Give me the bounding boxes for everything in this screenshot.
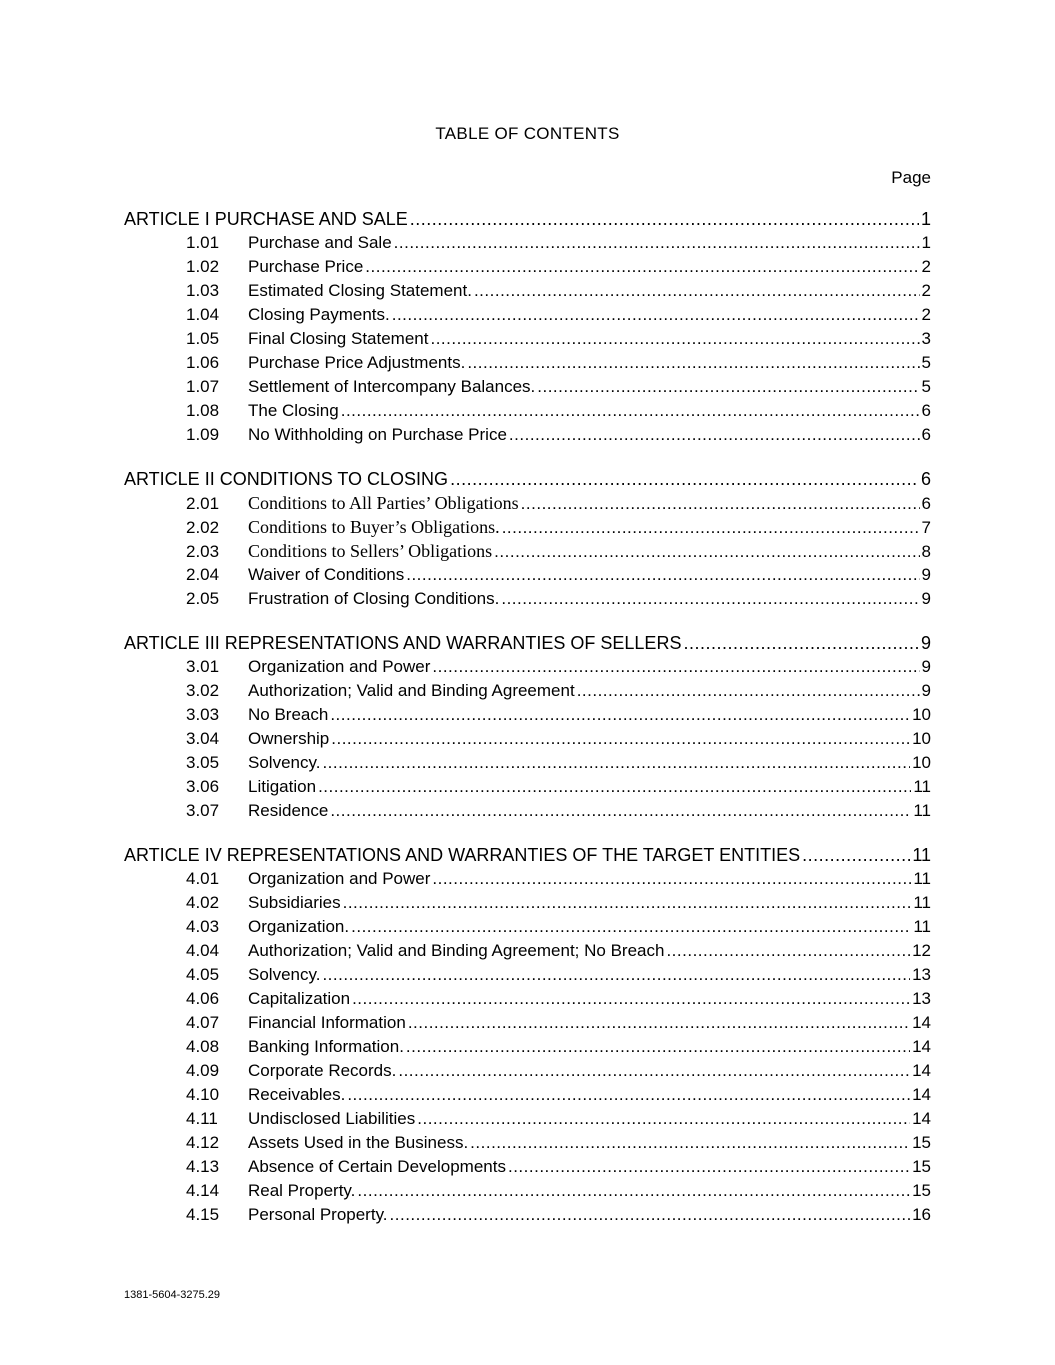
section-title: The Closing	[248, 401, 339, 420]
article-page-number: 11	[912, 845, 931, 865]
section-number: 4.05	[186, 965, 220, 984]
dot-leader	[417, 1109, 910, 1129]
section-number: 4.02	[186, 893, 220, 912]
section-title: Corporate Records.	[248, 1061, 397, 1080]
dot-leader	[343, 893, 912, 913]
toc-entry[interactable]	[124, 965, 931, 989]
dot-leader	[537, 377, 919, 397]
toc-entry[interactable]	[124, 425, 931, 449]
dot-leader	[501, 589, 919, 609]
section-page-number: 10	[912, 705, 931, 724]
section-title: Settlement of Intercompany Balances.	[248, 377, 536, 396]
section-title: Real Property.	[248, 1181, 356, 1200]
toc-entry[interactable]	[124, 1013, 931, 1037]
toc-entry[interactable]	[124, 1181, 931, 1205]
dot-leader	[406, 1037, 910, 1057]
dot-leader	[410, 209, 919, 230]
dot-leader	[330, 705, 910, 725]
section-number: 4.09	[186, 1061, 220, 1080]
toc-entry[interactable]	[124, 257, 931, 281]
section-page-number: 11	[913, 869, 931, 888]
toc-entry[interactable]	[124, 233, 931, 257]
section-title: Organization and Power	[248, 657, 431, 676]
dot-leader	[432, 869, 911, 889]
section-page-number: 11	[913, 893, 931, 912]
dot-leader	[508, 1157, 910, 1177]
section-number: 4.13	[186, 1157, 220, 1176]
section-number: 3.02	[186, 681, 220, 700]
toc-entry[interactable]	[124, 401, 931, 425]
dot-leader	[509, 425, 920, 445]
section-title: Purchase Price	[248, 257, 364, 276]
dot-leader	[330, 801, 911, 821]
section-page-number: 9	[921, 681, 931, 700]
section-page-number: 6	[921, 494, 931, 513]
article-page-number: 6	[920, 469, 931, 489]
section-number: 3.03	[186, 705, 220, 724]
dot-leader	[577, 681, 920, 701]
dot-leader	[318, 777, 911, 797]
article-spacer	[124, 825, 931, 845]
section-page-number: 14	[912, 1085, 931, 1104]
toc-title: TABLE OF CONTENTS	[435, 124, 620, 143]
section-page-number: 6	[921, 425, 931, 444]
section-number: 4.11	[186, 1109, 218, 1128]
toc-entry[interactable]	[124, 1205, 931, 1229]
toc-article-heading[interactable]	[124, 845, 931, 869]
section-page-number: 6	[921, 401, 931, 420]
section-title: Conditions to Sellers’ Obligations	[248, 541, 493, 561]
toc-entry[interactable]	[124, 657, 931, 681]
section-title: Authorization; Valid and Binding Agreement; No Breach	[248, 941, 665, 960]
dot-leader	[322, 753, 910, 773]
section-page-number: 5	[921, 353, 931, 372]
dot-leader	[666, 941, 910, 961]
dot-leader	[357, 1181, 910, 1201]
section-page-number: 14	[912, 1013, 931, 1032]
section-number: 4.04	[186, 941, 220, 960]
dot-leader	[432, 657, 919, 677]
toc-entry[interactable]	[124, 1037, 931, 1061]
section-title: Conditions to Buyer’s Obligations.	[248, 517, 500, 537]
section-title: Solvency.	[248, 965, 321, 984]
document-id: 1381-5604-3275.29	[124, 1289, 221, 1301]
section-number: 4.01	[186, 869, 220, 888]
section-title: Receivables.	[248, 1085, 346, 1104]
toc-entry[interactable]	[124, 869, 931, 893]
section-number: 1.05	[186, 329, 220, 348]
toc-entry[interactable]	[124, 1133, 931, 1157]
toc-entry[interactable]	[124, 1061, 931, 1085]
toc-entry[interactable]	[124, 353, 931, 377]
toc-article-heading[interactable]	[124, 209, 931, 233]
section-title: Undisclosed Liabilities	[248, 1109, 416, 1128]
section-number: 4.03	[186, 917, 220, 936]
toc-entry[interactable]	[124, 565, 931, 589]
section-page-number: 5	[921, 377, 931, 396]
page-column-label: Page	[891, 168, 931, 187]
section-number: 1.03	[186, 281, 220, 300]
section-title: Purchase and Sale	[248, 233, 392, 252]
section-title: Final Closing Statement	[248, 329, 429, 348]
section-title: Absence of Certain Developments	[248, 1157, 506, 1176]
dot-leader	[502, 518, 920, 538]
article-spacer	[124, 449, 931, 469]
toc-entry[interactable]	[124, 801, 931, 825]
dot-leader	[802, 845, 910, 866]
toc-entry[interactable]	[124, 589, 931, 613]
dot-leader	[683, 633, 919, 654]
section-number: 4.12	[186, 1133, 220, 1152]
section-title: Personal Property.	[248, 1205, 388, 1224]
section-number: 1.01	[186, 233, 220, 252]
section-page-number: 14	[912, 1109, 931, 1128]
section-page-number: 14	[912, 1037, 931, 1056]
section-number: 1.04	[186, 305, 220, 324]
dot-leader	[394, 233, 920, 253]
toc-entry[interactable]	[124, 541, 931, 565]
section-page-number: 15	[912, 1157, 931, 1176]
section-number: 2.01	[186, 494, 220, 513]
section-title: No Withholding on Purchase Price	[248, 425, 507, 444]
section-title: Litigation	[248, 777, 317, 796]
dot-leader	[408, 1013, 910, 1033]
section-number: 2.02	[186, 518, 220, 537]
section-title: Organization and Power	[248, 869, 431, 888]
dot-leader	[341, 401, 920, 421]
dot-leader	[352, 989, 910, 1009]
section-page-number: 13	[912, 965, 931, 984]
section-title: Purchase Price Adjustments.	[248, 353, 466, 372]
dot-leader	[392, 305, 920, 325]
toc-article-heading[interactable]	[124, 633, 931, 657]
section-number: 3.01	[186, 657, 220, 676]
toc-entry[interactable]	[124, 1085, 931, 1109]
section-page-number: 9	[921, 565, 931, 584]
section-page-number: 11	[913, 917, 931, 936]
toc-entry[interactable]	[124, 705, 931, 729]
article-title: ARTICLE III REPRESENTATIONS AND WARRANTIES OF SELLERS	[124, 633, 682, 653]
article-title: ARTICLE IV REPRESENTATIONS AND WARRANTIES OF THE TARGET ENTITIES	[124, 845, 801, 865]
article-page-number: 9	[920, 633, 931, 653]
section-title: Closing Payments.	[248, 305, 390, 324]
section-number: 4.10	[186, 1085, 220, 1104]
toc-entry[interactable]	[124, 1109, 931, 1133]
section-number: 3.04	[186, 729, 220, 748]
section-number: 1.08	[186, 401, 220, 420]
section-number: 4.06	[186, 989, 220, 1008]
section-number: 4.14	[186, 1181, 220, 1200]
section-title: Ownership	[248, 729, 330, 748]
section-page-number: 8	[921, 542, 931, 561]
toc-entry[interactable]	[124, 729, 931, 753]
section-number: 1.06	[186, 353, 220, 372]
section-title: No Breach	[248, 705, 329, 724]
section-number: 3.07	[186, 801, 220, 820]
section-page-number: 15	[912, 1181, 931, 1200]
section-number: 2.03	[186, 542, 220, 561]
toc-entry[interactable]	[124, 753, 931, 777]
article-title: ARTICLE I PURCHASE AND SALE	[124, 209, 408, 229]
section-title: Frustration of Closing Conditions.	[248, 589, 500, 608]
section-page-number: 10	[912, 729, 931, 748]
section-title: Conditions to All Parties’ Obligations	[248, 493, 519, 513]
section-page-number: 1	[921, 233, 931, 252]
section-title: Subsidiaries	[248, 893, 341, 912]
section-page-number: 2	[921, 257, 931, 276]
dot-leader	[331, 729, 910, 749]
toc-entry[interactable]	[124, 329, 931, 353]
dot-leader	[474, 281, 920, 301]
section-title: Solvency.	[248, 753, 321, 772]
section-page-number: 7	[921, 518, 931, 537]
section-page-number: 11	[913, 801, 931, 820]
dot-leader	[450, 469, 919, 490]
dot-leader	[398, 1061, 910, 1081]
section-page-number: 10	[912, 753, 931, 772]
section-title: Capitalization	[248, 989, 351, 1008]
section-title: Organization.	[248, 917, 350, 936]
table-of-contents	[124, 209, 931, 1229]
toc-entry[interactable]	[124, 281, 931, 305]
dot-leader	[351, 917, 911, 937]
section-page-number: 3	[921, 329, 931, 348]
section-page-number: 9	[921, 589, 931, 608]
section-page-number: 16	[912, 1205, 931, 1224]
dot-leader	[406, 565, 919, 585]
dot-leader	[470, 1133, 910, 1153]
section-page-number: 2	[921, 305, 931, 324]
section-title: Assets Used in the Business.	[248, 1133, 469, 1152]
section-page-number: 11	[913, 777, 931, 796]
section-number: 4.07	[186, 1013, 220, 1032]
article-page-number: 1	[920, 209, 931, 229]
section-number: 4.08	[186, 1037, 220, 1056]
section-page-number: 12	[912, 941, 931, 960]
toc-entry[interactable]	[124, 305, 931, 329]
dot-leader	[494, 542, 919, 562]
section-number: 4.15	[186, 1205, 220, 1224]
article-title: ARTICLE II CONDITIONS TO CLOSING	[124, 469, 449, 489]
dot-leader	[521, 494, 920, 514]
section-page-number: 2	[921, 281, 931, 300]
dot-leader	[467, 353, 919, 373]
section-number: 2.04	[186, 565, 220, 584]
section-title: Financial Information	[248, 1013, 406, 1032]
dot-leader	[365, 257, 919, 277]
dot-leader	[347, 1085, 910, 1105]
section-page-number: 15	[912, 1133, 931, 1152]
section-number: 2.05	[186, 589, 220, 608]
dot-leader	[322, 965, 910, 985]
toc-entry[interactable]	[124, 893, 931, 917]
toc-article-heading[interactable]	[124, 469, 931, 493]
section-title: Authorization; Valid and Binding Agreement	[248, 681, 575, 700]
section-number: 3.05	[186, 753, 220, 772]
section-title: Waiver of Conditions	[248, 565, 405, 584]
section-number: 1.09	[186, 425, 220, 444]
section-title: Estimated Closing Statement.	[248, 281, 472, 300]
toc-entry[interactable]	[124, 681, 931, 705]
toc-entry[interactable]	[124, 1157, 931, 1181]
toc-entry[interactable]	[124, 989, 931, 1013]
section-title: Residence	[248, 801, 329, 820]
section-page-number: 13	[912, 989, 931, 1008]
toc-entry[interactable]	[124, 777, 931, 801]
section-page-number: 14	[912, 1061, 931, 1080]
section-page-number: 9	[921, 657, 931, 676]
toc-entry[interactable]	[124, 377, 931, 401]
toc-entry[interactable]	[124, 517, 931, 541]
section-number: 1.07	[186, 377, 220, 396]
section-title: Banking Information.	[248, 1037, 404, 1056]
toc-entry[interactable]	[124, 941, 931, 965]
toc-entry[interactable]	[124, 493, 931, 517]
section-number: 3.06	[186, 777, 220, 796]
article-spacer	[124, 613, 931, 633]
dot-leader	[430, 329, 919, 349]
toc-entry[interactable]	[124, 917, 931, 941]
dot-leader	[390, 1205, 911, 1225]
section-number: 1.02	[186, 257, 220, 276]
